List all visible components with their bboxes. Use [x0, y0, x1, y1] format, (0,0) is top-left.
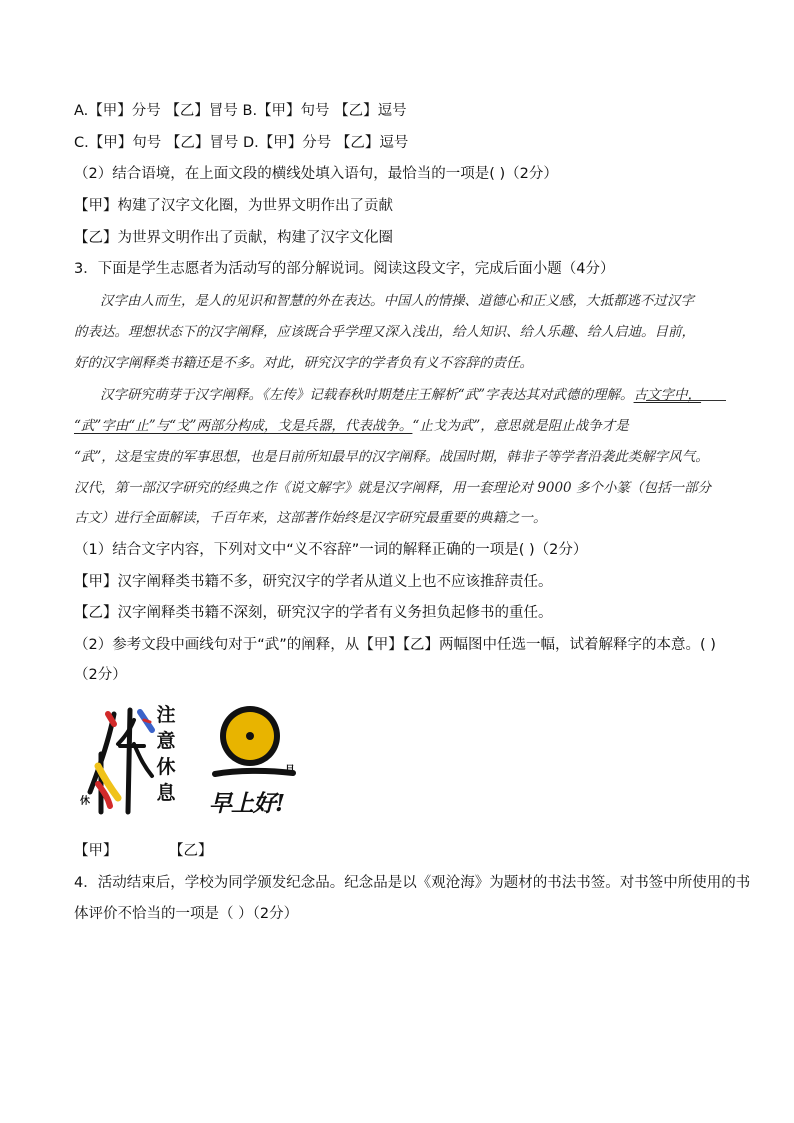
q1-options-line-1: A.【甲】分号 【乙】冒号 B.【甲】句号 【乙】逗号: [74, 103, 407, 119]
q3-sub1-option-jia: 【甲】汉字阐释类书籍不多，研究汉字的学者从道义上也不应该推辞责任。: [74, 574, 553, 590]
q3-sub2-score: （2分）: [74, 667, 127, 683]
slogan-char: 意: [156, 730, 176, 752]
small-char-xiu: 休: [80, 796, 90, 807]
q3-sub1-stem: （1）结合文字内容，下列对文中“义不容辞”一词的解释正确的一项是( )（2分）: [74, 542, 588, 558]
q3-passage-p2-line-3: “武”，这是宝贵的军事思想，也是目前所知最早的汉字阐释。战国时期，韩非子等学者沿袭此类解字风气。: [74, 449, 709, 465]
q3-passage-p1-line-3: 好的汉字阐释类书籍还是不多。对此，研究汉字的学者负有义不容辞的责任。: [74, 355, 533, 371]
caption-good-morning: 早上好!: [209, 790, 285, 817]
q3-sub1-option-yi: 【乙】汉字阐释类书籍不深刻，研究汉字的学者有义务担负起修书的重任。: [74, 605, 553, 621]
small-char-dan: 旦: [285, 765, 295, 776]
q4-line-2: 体评价不恰当的一项是（ ）（2分）: [74, 906, 299, 922]
q2-option-jia: 【甲】构建了汉字文化圈，为世界文明作出了贡献: [74, 198, 393, 214]
passage-text: “止戈为武”，意思就是阻止战争才是: [412, 418, 629, 434]
q3-passage-p2-line-2: [74, 416, 629, 436]
q4-line-1: 4．活动结束后，学校为同学颁发纪念品。纪念品是以《观沧海》为题材的书法书签。对书签中所使用的书: [74, 875, 751, 891]
image-label-yi: 【乙】: [169, 843, 213, 859]
image-jia-xiu: [78, 700, 188, 820]
q3-passage-p2-line-4: 汉代，第一部汉字研究的经典之作《说文解字》就是汉字阐释，用一套理论对 9000 多个小篆（包括一部分: [74, 480, 711, 496]
image-yi-dan: [207, 703, 309, 819]
q3-passage-p1-line-1: 汉字由人而生，是人的见识和智慧的外在表达。中国人的情操、道德心和正义感，大抵都逃不过汉字: [100, 293, 694, 309]
vertical-slogan: [154, 702, 178, 806]
q3-passage-p1-line-2: 的表达。理想状态下的汉字阐释，应该既合乎学理又深入浅出，给人知识、给人乐趣、给人启迪。目前，: [74, 324, 695, 340]
q3-intro: 3．下面是学生志愿者为活动写的部分解说词。阅读这段文字，完成后面小题（4分）: [74, 261, 615, 277]
q1-options-line-2: C.【甲】句号 【乙】冒号 D.【甲】分号 【乙】逗号: [74, 135, 409, 151]
q3-passage-p2-line-5: 古文）进行全面解读，千百年来，这部著作始终是汉字研究最重要的典籍之一。: [74, 510, 547, 526]
underlined-sentence-start: 古文字中，: [633, 387, 702, 403]
passage-text: 汉字研究萌芽于汉字阐释。《左传》记载春秋时期楚庄王解析“武”字表达其对武德的理解。: [100, 387, 634, 403]
image-label-jia: 【甲】: [74, 843, 118, 859]
q3-passage-p2-line-1: [100, 385, 701, 405]
slogan-char: 休: [156, 756, 176, 778]
underlined-sentence-end: “武”字由“止”与“戈”两部分构成，戈是兵器，代表战争。: [74, 418, 413, 434]
q2-option-yi: 【乙】为世界文明作出了贡献，构建了汉字文化圈: [74, 230, 393, 246]
slogan-char: 息: [156, 782, 176, 804]
q3-sub2-stem: （2）参考文段中画线句对于“武”的阐释，从【甲】【乙】两幅图中任选一幅，试着解释字的本意。( ): [74, 637, 716, 653]
slogan-char: 注: [156, 704, 176, 726]
q2-sub2-stem: （2）结合语境，在上面文段的横线处填入语句，最恰当的一项是( )（2分）: [74, 166, 558, 182]
underline-rule: [646, 400, 726, 401]
